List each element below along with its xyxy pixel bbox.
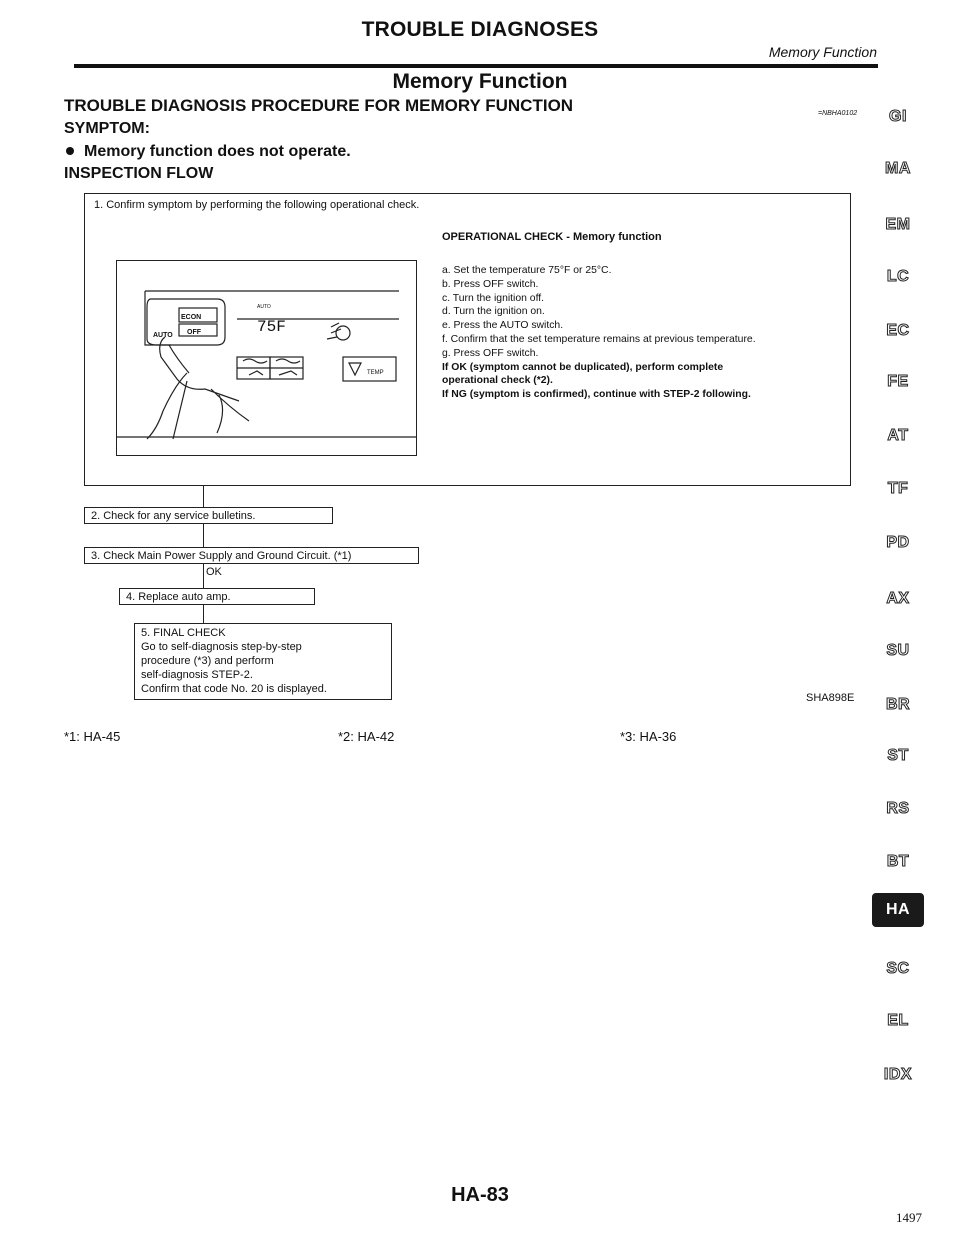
step2-box: 2. Check for any service bulletins. bbox=[84, 507, 333, 524]
step5-line: procedure (*3) and perform bbox=[141, 655, 274, 667]
side-tab-ec[interactable]: EC bbox=[886, 322, 910, 339]
side-tab-el[interactable]: EL bbox=[887, 1012, 909, 1029]
step4-box: 4. Replace auto amp. bbox=[119, 588, 315, 605]
ok-label: OK bbox=[206, 566, 222, 578]
control-panel-illustration bbox=[116, 260, 417, 456]
temp-label: TEMP bbox=[367, 370, 384, 376]
step3-box: 3. Check Main Power Supply and Ground Circuit. (*1) bbox=[84, 547, 419, 564]
procedure-title: TROUBLE DIAGNOSIS PROCEDURE FOR MEMORY FUNCTION bbox=[64, 96, 574, 115]
op-result-ng: If NG (symptom is confirmed), continue with STEP-2 following. bbox=[442, 389, 751, 401]
op-item: c. Turn the ignition off. bbox=[442, 292, 545, 304]
symptom-item bbox=[64, 143, 351, 161]
side-tab-lc[interactable]: LC bbox=[886, 268, 910, 285]
bullet-icon bbox=[66, 147, 74, 155]
op-result-ok-cont: operational check (*2). bbox=[442, 375, 553, 387]
side-tab-rs[interactable]: RS bbox=[886, 800, 910, 817]
figure-code: SHA898E bbox=[806, 692, 855, 704]
temp-display: 75F bbox=[257, 318, 286, 336]
section-title: Memory Function bbox=[392, 70, 568, 93]
op-item: f. Confirm that the set temperature remains at previous temperature. bbox=[442, 333, 756, 345]
page-number: 1497 bbox=[896, 1210, 922, 1225]
flow-connector bbox=[203, 605, 204, 623]
temp-button bbox=[343, 357, 396, 381]
footnote: *1: HA-45 bbox=[64, 729, 121, 744]
reference-code: =NBHA0102 bbox=[818, 110, 858, 117]
op-item: d. Turn the ignition on. bbox=[442, 306, 545, 318]
op-item: e. Press the AUTO switch. bbox=[442, 320, 564, 332]
side-tab-em[interactable]: EM bbox=[885, 216, 911, 233]
control-panel-drawing bbox=[117, 261, 416, 455]
auto-small-label: AUTO bbox=[257, 304, 271, 310]
side-tab-at[interactable]: AT bbox=[887, 427, 909, 444]
econ-label: ECON bbox=[181, 314, 202, 321]
step5-line: 5. FINAL CHECK bbox=[141, 627, 226, 639]
side-tab-tf[interactable]: TF bbox=[887, 480, 909, 497]
side-tab-gi[interactable]: GI bbox=[889, 108, 907, 125]
side-tab-bt[interactable]: BT bbox=[886, 853, 910, 870]
side-tab-su[interactable]: SU bbox=[886, 642, 910, 659]
side-tab-pd[interactable]: PD bbox=[886, 534, 910, 551]
op-item: a. Set the temperature 75°F or 25°C. bbox=[442, 265, 612, 276]
vent-icons bbox=[243, 359, 300, 375]
header-section: Memory Function bbox=[768, 44, 877, 60]
flow-connector bbox=[203, 524, 204, 547]
side-tab-idx[interactable]: IDX bbox=[883, 1066, 913, 1083]
footnote: *3: HA-36 bbox=[620, 729, 677, 744]
step5-line: Go to self-diagnosis step-by-step bbox=[141, 641, 302, 653]
inspection-flow-label: INSPECTION FLOW bbox=[64, 165, 214, 182]
step1-text: 1. Confirm symptom by performing the following operational check. bbox=[94, 199, 420, 211]
temp-down-icon bbox=[349, 363, 361, 375]
flow-connector bbox=[203, 564, 204, 588]
side-tab-fe[interactable]: FE bbox=[887, 373, 909, 390]
side-tab-br[interactable]: BR bbox=[885, 696, 911, 713]
op-item: b. Press OFF switch. bbox=[442, 278, 539, 290]
page-label: HA-83 bbox=[451, 1184, 509, 1206]
operational-check-title: OPERATIONAL CHECK - Memory function bbox=[442, 231, 662, 243]
side-tab-ha[interactable]: HA bbox=[872, 893, 924, 927]
side-tab-st[interactable]: ST bbox=[887, 747, 909, 764]
side-tab-ma[interactable]: MA bbox=[885, 160, 911, 177]
header-rule bbox=[74, 64, 878, 68]
hand-drawing bbox=[147, 337, 249, 439]
step5-box bbox=[134, 623, 392, 700]
symptom-text: Memory function does not operate. bbox=[84, 143, 351, 160]
flow-connector bbox=[203, 486, 204, 507]
side-tab-ax[interactable]: AX bbox=[886, 590, 910, 607]
step5-line: self-diagnosis STEP-2. bbox=[141, 669, 253, 681]
fan-icon bbox=[327, 323, 341, 339]
auto-label: AUTO bbox=[153, 332, 173, 339]
operational-check-list bbox=[442, 264, 756, 402]
op-item: g. Press OFF switch. bbox=[442, 347, 539, 359]
step5-line: Confirm that code No. 20 is displayed. bbox=[141, 683, 327, 695]
op-result-ok: If OK (symptom cannot be duplicated), perform complete bbox=[442, 361, 724, 373]
symptom-label: SYMPTOM: bbox=[64, 120, 150, 137]
off-label: OFF bbox=[187, 329, 201, 336]
side-tab-sc[interactable]: SC bbox=[886, 960, 910, 977]
footnote: *2: HA-42 bbox=[338, 729, 395, 744]
header-title: TROUBLE DIAGNOSES bbox=[361, 18, 599, 41]
